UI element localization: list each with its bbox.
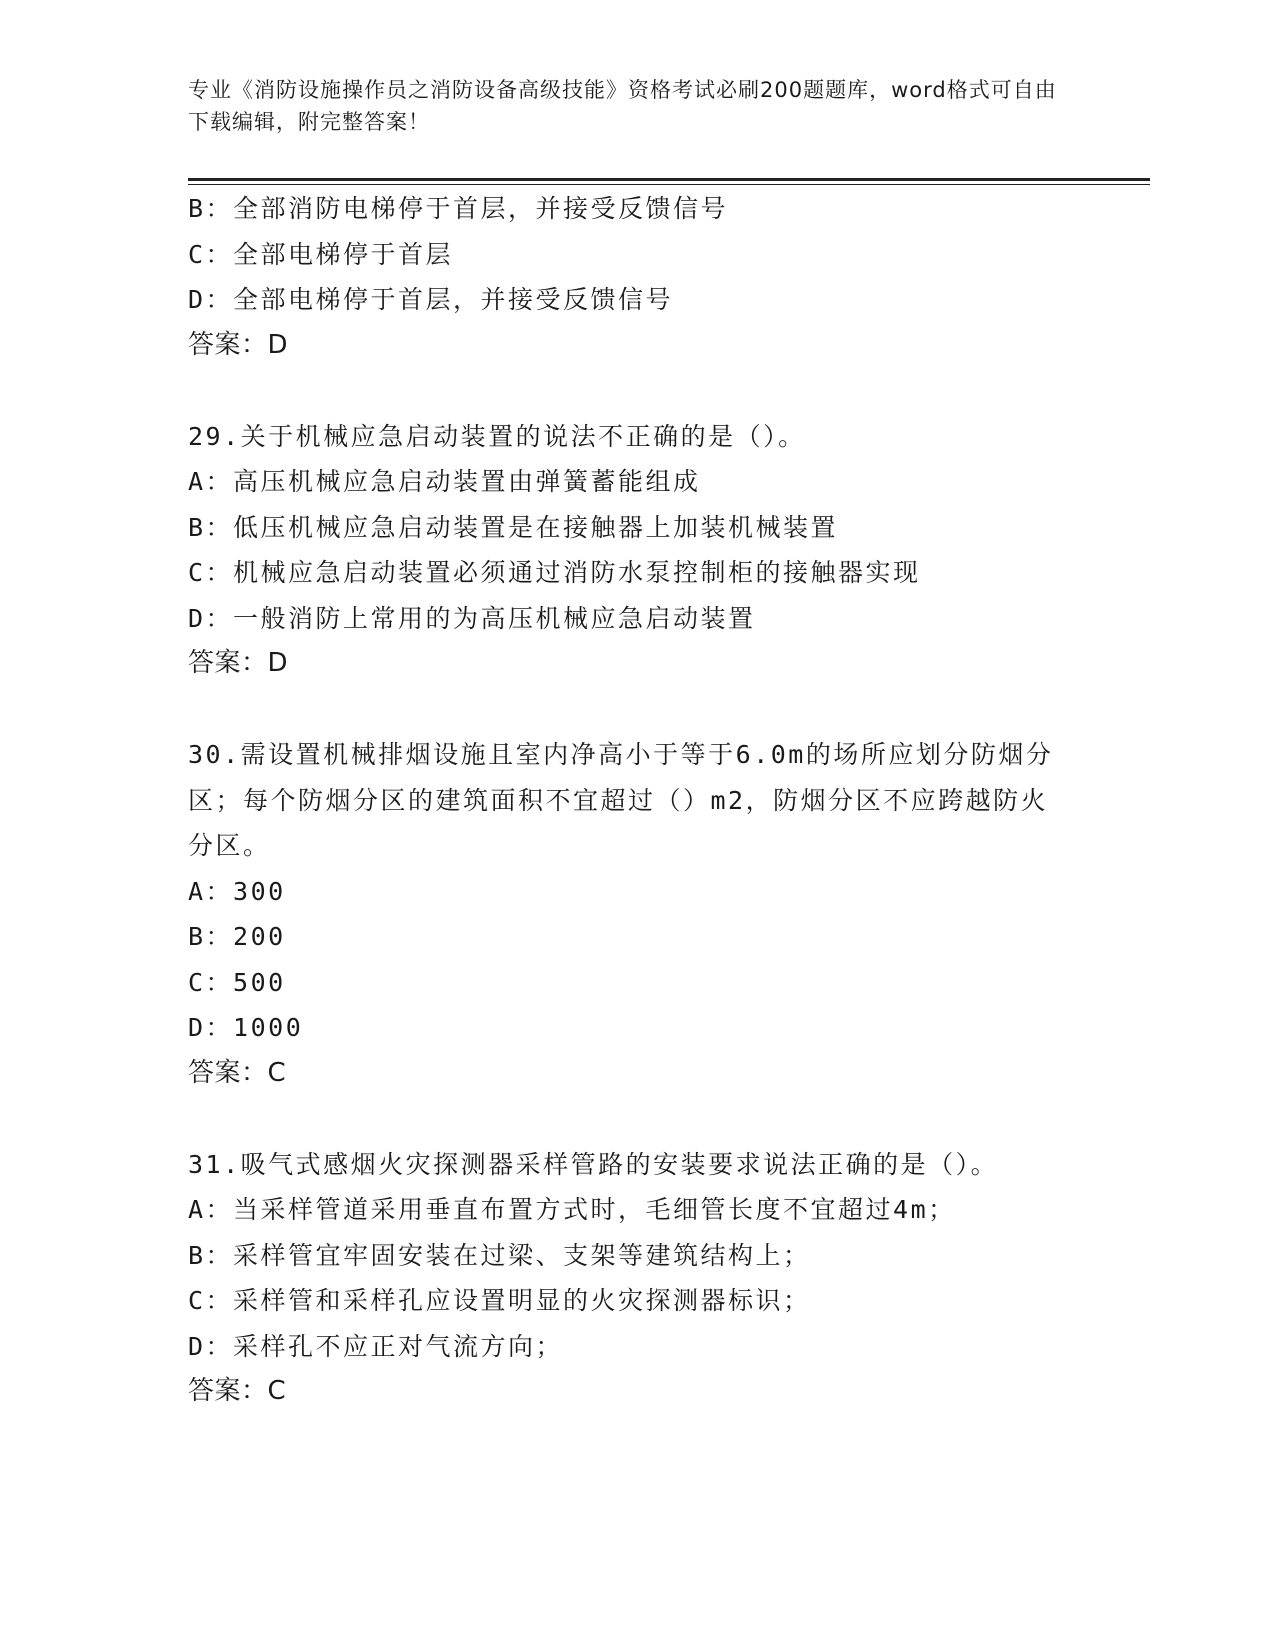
document-header: 专业《消防设施操作员之消防设备高级技能》资格考试必刷200题题库，word格式可自由下载编辑，附完整答案！ (188, 78, 1057, 134)
question-29 (188, 414, 1088, 687)
question-stem: 29.关于机械应急启动装置的说法不正确的是（）。 (188, 421, 806, 451)
option-c: C：全部电梯停于首层 (188, 239, 454, 269)
spacer (188, 1096, 1088, 1142)
option-b: B：200 (188, 922, 286, 951)
answer-line: 答案：C (188, 1057, 287, 1088)
option-c: C：机械应急启动装置必须通过消防水泵控制柜的接触器实现 (188, 558, 921, 587)
option-d: D：一般消防上常用的为高压机械应急启动装置 (188, 603, 756, 633)
spacer (188, 368, 1088, 414)
question-list (188, 186, 1088, 1415)
header-divider-thin (188, 184, 1150, 185)
option-b: B：采样管宜牢固安装在过梁、支架等建筑结构上； (188, 1240, 811, 1270)
question-stem: 31.吸气式感烟火灾探测器采样管路的安装要求说法正确的是（）。 (188, 1149, 999, 1179)
option-d: D：采样孔不应正对气流方向； (188, 1331, 564, 1361)
option-a: A：300 (188, 876, 286, 906)
answer-line: 答案：D (188, 648, 289, 678)
option-c: C：500 (188, 967, 286, 997)
question-30 (188, 732, 1088, 1096)
header-divider-thick (188, 178, 1150, 181)
question-stem: 30.需设置机械排烟设施且室内净高小于等于6.0m的场所应划分防烟分区；每个防烟分区的建筑面积不宜超过（）m2，防烟分区不应跨越防火分区。 (188, 740, 1054, 860)
option-b: B：低压机械应急启动装置是在接触器上加装机械装置 (188, 512, 839, 542)
answer-line: 答案：D (188, 329, 289, 360)
option-b: B：全部消防电梯停于首层，并接受反馈信号 (188, 194, 729, 223)
option-a: A：当采样管道采用垂直布置方式时，毛细管长度不宜超过4m； (188, 1195, 956, 1224)
option-d: D：1000 (188, 1013, 304, 1042)
spacer (188, 687, 1088, 733)
option-c: C：采样管和采样孔应设置明显的火灾探测器标识； (188, 1286, 811, 1315)
option-d: D：全部电梯停于首层，并接受反馈信号 (188, 285, 674, 314)
option-a: A：高压机械应急启动装置由弹簧蓄能组成 (188, 467, 701, 496)
answer-line: 答案：C (188, 1376, 287, 1406)
question-28-continued (188, 186, 1088, 368)
question-31 (188, 1142, 1088, 1415)
